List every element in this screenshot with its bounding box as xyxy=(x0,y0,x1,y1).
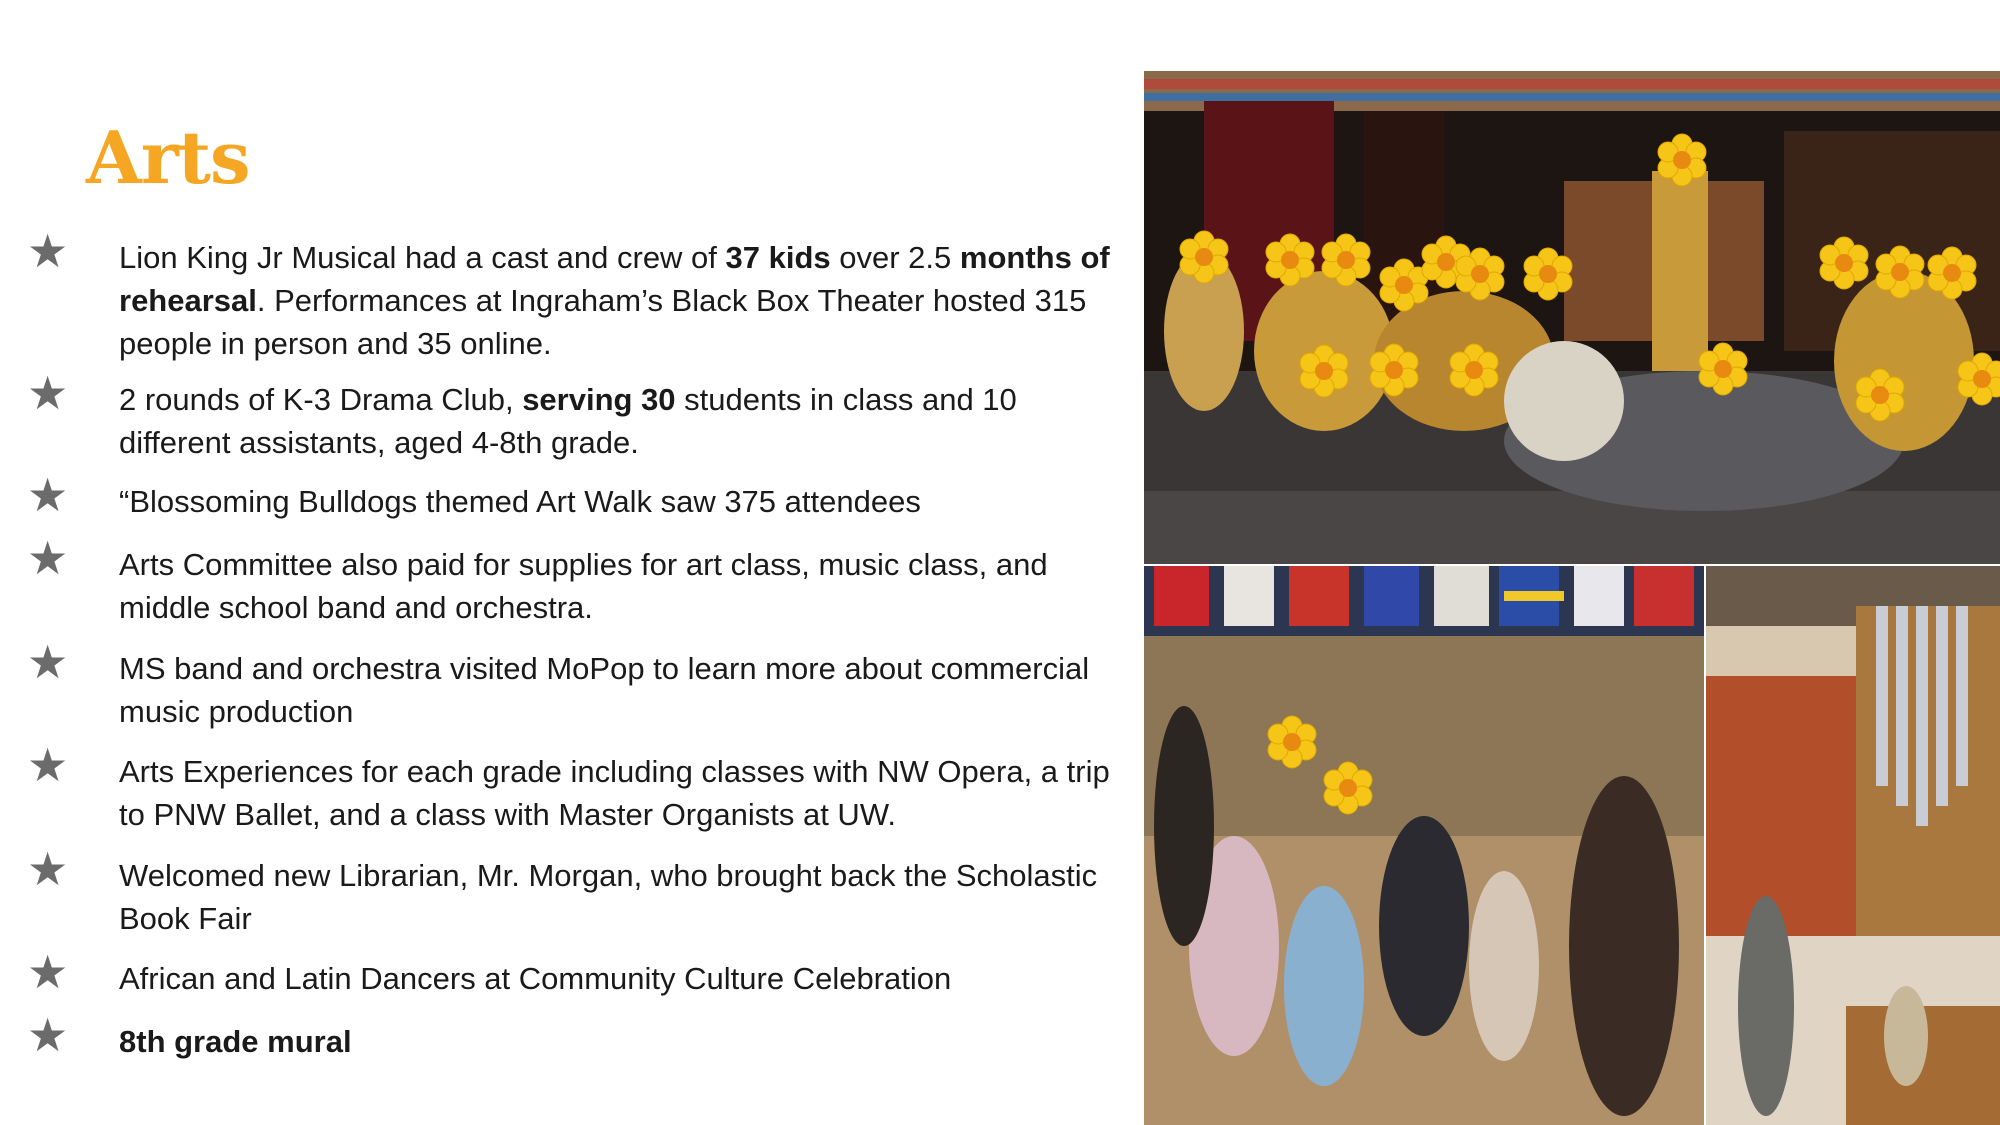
bullet-text xyxy=(119,543,1119,629)
bullet-text xyxy=(119,1020,1119,1063)
bullet-text xyxy=(119,378,1119,464)
bullet-text-bold: serving 30 xyxy=(522,382,676,417)
bullet-text xyxy=(119,480,1119,523)
flower-icon xyxy=(1176,229,1232,285)
flower-icon xyxy=(1816,235,1872,291)
star-icon: ★ xyxy=(27,1008,69,1062)
flower-icon xyxy=(1924,245,1980,301)
bullet-text-segment: Lion King Jr Musical had a cast and crew of xyxy=(119,240,726,275)
star-icon: ★ xyxy=(27,224,69,278)
bullet-text-segment: African and Latin Dancers at Community Culture Celebration xyxy=(119,961,952,996)
flower-icon xyxy=(1872,244,1928,300)
bullet-text-bold: months of rehearsal xyxy=(119,240,1110,318)
star-icon: ★ xyxy=(27,945,69,999)
bullet-text xyxy=(119,236,1119,365)
star-icon: ★ xyxy=(27,366,69,420)
flower-icon xyxy=(1262,232,1318,288)
bullet-text-segment: Arts Committee also paid for supplies for art class, music class, and middle school band and orchestra. xyxy=(119,547,1048,625)
flower-icon xyxy=(1452,246,1508,302)
flower-icon xyxy=(1296,343,1352,399)
bullet-text xyxy=(119,750,1119,836)
bullet-text-segment: “Blossoming Bulldogs themed Art Walk saw 375 attendees xyxy=(119,484,921,519)
flower-icon xyxy=(1320,760,1376,816)
flower-icon xyxy=(1264,714,1320,770)
star-icon: ★ xyxy=(27,468,69,522)
flower-icon xyxy=(1852,367,1908,423)
bullet-text xyxy=(119,854,1119,940)
stage-photo xyxy=(1144,71,2000,564)
flower-icon xyxy=(1366,342,1422,398)
bullet-text-segment: Arts Experiences for each grade including classes with NW Opera, a trip to PNW Ballet, and a class with Master Organists at UW. xyxy=(119,754,1110,832)
bullet-text-bold: 37 kids xyxy=(725,240,831,275)
flower-icon xyxy=(1520,246,1576,302)
page-title: Arts xyxy=(86,115,250,200)
flower-icon xyxy=(1318,232,1374,288)
flower-icon xyxy=(1695,341,1751,397)
flower-icon xyxy=(1654,132,1710,188)
bullet-text-segment: over 2.5 xyxy=(830,240,960,275)
bullet-text-segment: MS band and orchestra visited MoPop to learn more about commercial music production xyxy=(119,651,1090,729)
flower-icon xyxy=(1446,342,1502,398)
bullet-text-segment: . Performances at Ingraham’s Black Box Theater hosted 315 people in person and 35 online. xyxy=(119,283,1087,361)
bullet-text xyxy=(119,647,1119,733)
bullet-text-segment: students in class and 10 different assistants, aged 4-8th grade. xyxy=(119,382,1017,460)
flower-icon xyxy=(1954,351,2000,407)
star-icon: ★ xyxy=(27,531,69,585)
bullet-text xyxy=(119,957,1119,1000)
bullet-text-segment: 2 rounds of K-3 Drama Club, xyxy=(119,382,523,417)
bullet-text-bold: 8th grade mural xyxy=(119,1024,352,1059)
dance-photo xyxy=(1144,566,1704,1125)
star-icon: ★ xyxy=(27,738,69,792)
star-icon: ★ xyxy=(27,635,69,689)
bullet-text-segment: Welcomed new Librarian, Mr. Morgan, who brought back the Scholastic Book Fair xyxy=(119,858,1098,936)
star-icon: ★ xyxy=(27,842,69,896)
organ-photo xyxy=(1706,566,2000,1125)
